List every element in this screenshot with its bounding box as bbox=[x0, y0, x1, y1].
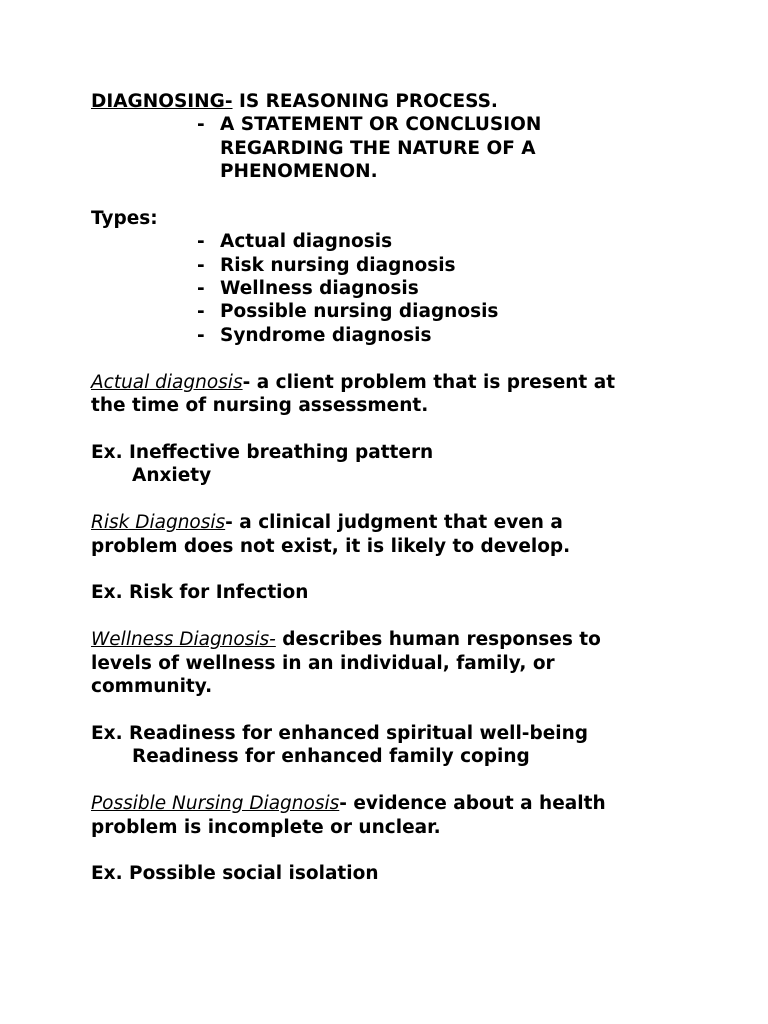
actual-term: Actual diagnosis bbox=[91, 372, 243, 393]
types-label: Types: bbox=[91, 208, 158, 229]
types-bullet: - bbox=[197, 278, 205, 299]
diagnosing-sub-line-2: REGARDING THE NATURE OF A bbox=[220, 138, 536, 159]
actual-example-2: Anxiety bbox=[132, 465, 212, 486]
types-item: Risk nursing diagnosis bbox=[220, 255, 456, 276]
wellness-example-1: Ex. Readiness for enhanced spiritual well-being bbox=[91, 723, 589, 744]
possible-term: Possible Nursing Diagnosis bbox=[91, 793, 340, 814]
risk-definition-line-1 bbox=[91, 511, 563, 534]
wellness-example-2: Readiness for enhanced family coping bbox=[132, 746, 530, 767]
diagnosing-heading bbox=[91, 90, 498, 113]
wellness-definition-line-2: levels of wellness in an individual, family, or bbox=[91, 653, 555, 674]
possible-example-1: Ex. Possible social isolation bbox=[91, 863, 379, 884]
diagnosing-sub-line-3: PHENOMENON. bbox=[220, 161, 378, 182]
types-item: Possible nursing diagnosis bbox=[220, 301, 499, 322]
types-item: Syndrome diagnosis bbox=[220, 325, 432, 346]
wellness-definition-line-3: community. bbox=[91, 676, 213, 697]
types-item: Actual diagnosis bbox=[220, 231, 393, 252]
wellness-term: Wellness Diagnosis- bbox=[91, 629, 276, 650]
types-bullet: - bbox=[197, 255, 205, 276]
possible-definition-line-1 bbox=[91, 792, 606, 815]
risk-term: Risk Diagnosis bbox=[91, 512, 226, 533]
wellness-def-1: describes human responses to bbox=[275, 629, 601, 650]
actual-def-1: - a client problem that is present at bbox=[242, 372, 616, 393]
types-item: Wellness diagnosis bbox=[220, 278, 419, 299]
sub-bullet: - bbox=[197, 114, 205, 135]
actual-definition-line-1 bbox=[91, 371, 615, 394]
wellness-definition-line-1 bbox=[91, 628, 601, 651]
diagnosing-definition: IS REASONING PROCESS. bbox=[232, 91, 498, 112]
types-bullet: - bbox=[197, 301, 205, 322]
diagnosing-sub-line-1: A STATEMENT OR CONCLUSION bbox=[220, 114, 542, 135]
types-bullet: - bbox=[197, 325, 205, 346]
diagnosing-term: DIAGNOSING- bbox=[91, 91, 233, 112]
possible-definition-line-2: problem is incomplete or unclear. bbox=[91, 817, 441, 838]
risk-def-1: - a clinical judgment that even a bbox=[225, 512, 563, 533]
possible-def-1: - evidence about a health bbox=[339, 793, 606, 814]
actual-example-1: Ex. Ineffective breathing pattern bbox=[91, 442, 434, 463]
risk-example-1: Ex. Risk for Infection bbox=[91, 582, 309, 603]
types-bullet: - bbox=[197, 231, 205, 252]
risk-definition-line-2: problem does not exist, it is likely to develop. bbox=[91, 536, 571, 557]
actual-definition-line-2: the time of nursing assessment. bbox=[91, 395, 429, 416]
